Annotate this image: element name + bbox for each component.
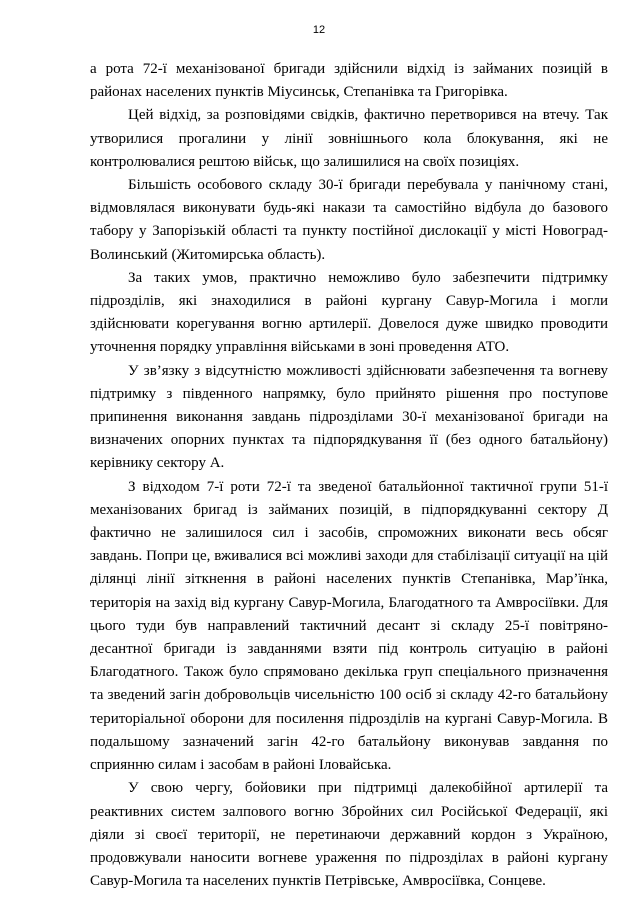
paragraph: З відходом 7-ї роти 72-ї та зведеної батальйонної тактичної групи 51-ї механізованих бригад із займаних позицій, в підпорядкуванні сектору Д фактично не залишилося сил і засобів, спроможних виконати весь обсяг завдань. Попри це, вживалися всі можливі заходи для стабілізації ситуації на цій ділянці лінії зіткнення в районі населених пунктів Степанівка, Мар’їнка, територія на захід від кургану Савур-Могила, Благодатного та Амвросіївки. Для цього туди був направлений тактичний десант зі складу 25-ї повітряно-десантної бригади із завданнями взяти під контроль ситуацію в районі Благодатного. Також було спрямовано декілька груп спеціального призначення та зведений загін добровольців чисельністю 100 осіб зі складу 42-го батальйону територіальної оборони для посилення підрозділів на кургані Савур-Могила. В подальшому зазначений загін 42-го батальйону виконував завдання по сприянню силам і засобам в районі Іловайська. [90, 478, 608, 774]
paragraph: У свою чергу, бойовики при підтримці далекобійної артилерії та реактивних систем залпового вогню Збройних сил Російської Федерації, які діяли зі своєї території, не перетинаючи державний кордон з Україною, продовжували наносити вогневе ураження по підрозділах в районі кургану Савур-Могила та населених пунктів Петрівське, Амвросіївка, Сонцеве. [90, 780, 608, 890]
paragraph: Більшість особового складу 30-ї бригади перебувала у панічному стані, відмовлялася виконувати будь-які накази та самостійно відбула до базового табору у Запорізькій області та пункту постійної дислокації у місті Новоград-Волинський (Житомирська область). [90, 177, 608, 263]
paragraph: За таких умов, практично неможливо було забезпечити підтримку підрозділів, які знаходилися в районі кургану Савур-Могила і могли здійснювати корегування вогню артилерії. Довелося дуже швидко проводити уточнення порядку управління військами в зоні проведення АТО. [90, 269, 608, 356]
paragraph: Цей відхід, за розповідями свідків, фактично перетворився на втечу. Так утворилися прогалини у лінії зовнішнього кола блокування, які не контролювалися рештою військ, що залишилися на своїх позиціях. [90, 107, 608, 170]
document-body [90, 58, 608, 893]
paragraph-continuation: а рота 72-ї механізованої бригади здійснили відхід із займаних позицій в районах населених пунктів Міусинськ, Степанівка та Григорівка. [90, 61, 608, 101]
paragraph: У зв’язку з відсутністю можливості здійснювати забезпечення та вогневу підтримку з південного напрямку, було прийнято рішення про поступове припинення виконання завдань підрозділами 30-ї механізованої бригади на визначених опорних пунктах та підпорядкування її (без одного батальйону) керівнику сектору А. [90, 362, 608, 472]
page-number: 12 [312, 24, 326, 36]
